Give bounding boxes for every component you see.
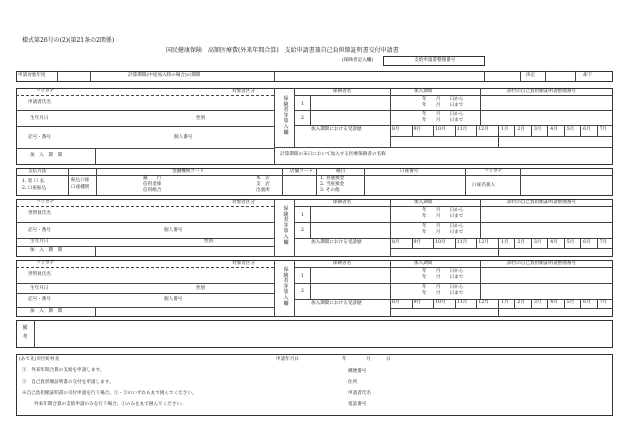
month-cell[interactable]: 8月 [392,239,400,245]
transfer-type: 口座種別 [71,185,90,190]
months-row-2 [390,238,613,248]
month-label: 月 [366,357,371,362]
remarks-label: 備 考 [22,325,33,340]
month-cell[interactable]: 4月 [550,127,558,132]
row1-from: 年 月 日から [422,97,464,102]
approve-label: 決定 [526,73,536,78]
month-cell[interactable]: 3月 [533,300,542,305]
day-label: 日 [386,357,391,362]
self-cert-no-label: 添付の自己負担額証明書整理番号 [507,89,576,94]
furigana-holder: フリガナ [484,169,503,174]
month-cell[interactable]: 3月 [533,127,542,132]
branch-office: 出張所 [256,188,270,193]
month-cell[interactable]: 8月 [392,127,400,132]
account-holder-label: 口座名義人 [472,183,495,188]
target-year-label: 申請対象年度 [18,73,46,78]
months-row-1 [390,125,613,136]
month-cell[interactable]: 5月 [566,239,575,245]
insurer-side-vertical: 保険者等加入欄 [283,96,289,136]
m2-row2-to: 年 月 日まで [422,291,464,296]
month-cell[interactable]: 3月 [533,239,542,245]
month-cell[interactable]: 8月 [392,300,400,305]
payment-method-label: 支払方法 [28,169,47,174]
symbol-number-label: 記号・番号 [28,135,51,140]
pay-opt1[interactable]: 1. 窓 口 払 [22,179,45,184]
m1-symbol-number: 記号・番号 [28,228,51,233]
transfer-dest: 振込口座 [71,178,90,183]
check1[interactable]: ① 外来年間合算の支給を申請します。 [22,368,105,373]
credit-union-label: 信用金庫 [143,182,162,187]
deposit-opt2[interactable]: 2. 当座預金 [320,182,345,187]
m1-within-period: 加入期間における受診歴 [311,240,362,245]
month-cell[interactable]: 2月 [517,300,525,305]
applicant-label: 申請者氏名 [348,391,371,396]
month-cell[interactable]: 12月 [478,239,489,245]
month-cell[interactable]: 10月 [435,127,446,132]
month-cell[interactable]: 11月 [456,239,468,245]
m1-cert-no: 添付の自己負担額証明書整理番号 [507,200,576,205]
row1-to: 年 月 日まで [422,103,464,108]
phone-label: 電話番号 [348,402,367,407]
account-no-label: 口座番号 [400,169,419,174]
m2-target-category: 対象者区分 [232,261,255,266]
personal-number-label: 個人番号 [174,135,193,140]
m1-row2-to: 年 月 日まで [422,230,464,235]
month-cell[interactable]: 12月 [478,300,489,305]
month-cell[interactable]: 4月 [550,300,558,305]
m2-enroll-h: 加入期間 [414,261,433,266]
enrollment-period-header: 加入期間 [414,89,433,94]
m2-within-period: 加入期間における受診歴 [311,301,362,306]
target-category-label: 対象者区分 [232,89,255,94]
m1-row2: 2 [301,228,304,233]
m2-insurer-name: 保険者名 [333,261,352,266]
check2[interactable]: ② 自己負担額証明書の交付を申請します。 [22,380,114,385]
applicant-name-label: 申請者氏名 [28,100,51,105]
m1-furigana: フリガナ [36,200,55,205]
month-cell[interactable]: 10月 [435,239,446,245]
m2-row1-from: 年 月 日から [422,269,464,274]
form-title: 国民健康保険 高額医療費(外来年間合算) 支給申請書兼自己負担額証明書交付申請書 [166,47,399,54]
m1-insurer-vertical: 保険者等加入欄 [283,206,289,246]
month-cell[interactable]: 1月 [501,300,509,305]
m1-row1-from: 年 月 日から [422,208,464,213]
month-cell[interactable]: 1月 [501,127,509,132]
m1-row1: 1 [301,213,304,218]
insurer-entry-label: (保険者記入欄) [342,58,374,63]
row1-number: 1 [301,102,304,107]
month-cell[interactable]: 7月 [599,127,608,132]
m2-row2: 2 [301,289,304,294]
recipient: (あて先)市区町村長 [19,357,60,362]
month-cell[interactable]: 6月 [583,127,591,132]
credit-coop-label: 信用組合 [143,188,162,193]
fin-code-label: 金融機関コード [172,169,205,174]
branch-main: 本 店 [256,176,270,181]
month-cell[interactable]: 10月 [435,300,446,305]
month-cell[interactable]: 9月 [413,300,422,305]
month-cell[interactable]: 5月 [566,300,575,305]
m1-insurer-name: 保険者名 [333,200,352,205]
m1-name-label: 世帯員氏名 [28,211,51,216]
form-number: 様式第26号の(2)(第21条の2関係) [22,37,115,44]
m1-row1-to: 年 月 日まで [422,214,464,219]
m2-name-label: 世帯員氏名 [28,272,51,277]
m2-row2-from: 年 月 日から [422,285,464,290]
target-year-row [16,71,613,82]
month-cell[interactable]: 1月 [501,239,509,245]
m1-birth-date: 生年月日 [30,239,49,244]
m2-furigana: フリガナ [36,261,55,266]
reject-label: 却下 [583,73,593,78]
deposit-opt3[interactable]: 3. その他 [320,188,340,193]
month-cell[interactable]: 11月 [456,300,468,305]
gender-label: 性別 [196,116,206,121]
month-cell[interactable]: 4月 [550,239,558,245]
deposit-type-label: 種目 [336,169,346,174]
month-cell[interactable]: 2月 [517,127,525,132]
year-label: 年 [342,357,347,362]
insurer-name-label: 保険者名 [333,89,352,94]
month-cell[interactable]: 6月 [583,300,591,305]
apply-date-label: 申請年月日 [276,357,299,362]
m2-symbol-number: 記号・番号 [28,297,51,302]
month-cell[interactable]: 7月 [599,239,608,245]
month-cell[interactable]: 9月 [413,127,422,132]
row2-from: 年 月 日から [422,112,464,117]
month-cell[interactable]: 9月 [413,239,422,245]
postal-label: 郵便番号 [348,369,367,374]
birth-date-label: 生年月日 [30,116,49,121]
month-cell[interactable]: 5月 [566,127,575,132]
month-cell[interactable]: 12月 [478,127,489,132]
shop-code-label: 店舗コード [290,169,313,174]
within-period-label: 加入期間における受診歴 [311,127,362,132]
row2-number: 2 [301,116,304,121]
m2-enrollment: 加 入 期 間 [30,309,63,314]
deposit-opt1[interactable]: 1. 普通預金 [320,176,345,181]
furigana-label: フリガナ [36,89,55,94]
m2-row1: 1 [301,274,304,279]
note1: ※自己負担額証明書の交付申請を行う場合、①・②のいずれも丸で囲んでください。 [22,391,197,396]
month-cell[interactable]: 6月 [583,239,591,245]
m1-row2-from: 年 月 日から [422,224,464,229]
row2-to: 年 月 日まで [422,118,464,123]
m2-personal-number: 個人番号 [164,297,183,302]
branch-branch: 支 店 [256,182,270,187]
m2-birth-date: 生年月日 [30,286,49,291]
m1-target-category: 対象者区分 [232,200,255,205]
months-row-3 [390,299,613,308]
month-cell[interactable]: 11月 [456,127,468,132]
remarks-block[interactable] [16,320,613,348]
month-cell[interactable]: 2月 [517,239,525,245]
m2-gender: 性別 [196,286,206,291]
calc-period-label: 計算期間(中途加入時の場合)の期間 [128,73,201,78]
m1-enrollment: 加 入 期 間 [30,248,63,253]
payment-no-label: 支給申請書整理番号 [414,58,456,63]
m1-gender: 性別 [204,239,214,244]
last-day-note: 計算期間の末日において加入する医療保険者の名称 [280,152,386,157]
note2: 外来年間合算の支給申請のみを行う場合、①のみを丸で囲んでください。 [34,402,186,407]
m1-enroll-h: 加入期間 [414,200,433,205]
payment-block [16,168,613,196]
month-cell[interactable]: 7月 [599,300,608,305]
pay-opt2[interactable]: 2. 口座振込 [22,186,47,191]
m2-cert-no: 添付の自己負担額証明書整理番号 [507,261,576,266]
enrollment-period-label: 加 入 期 間 [30,153,63,158]
m2-insurer-vertical: 保険者等加入欄 [283,267,289,307]
address-label: 住所 [348,380,358,385]
m1-personal-number: 個人番号 [164,228,183,233]
m2-row1-to: 年 月 日まで [422,275,464,280]
bank-label: 銀 行 [143,176,162,181]
